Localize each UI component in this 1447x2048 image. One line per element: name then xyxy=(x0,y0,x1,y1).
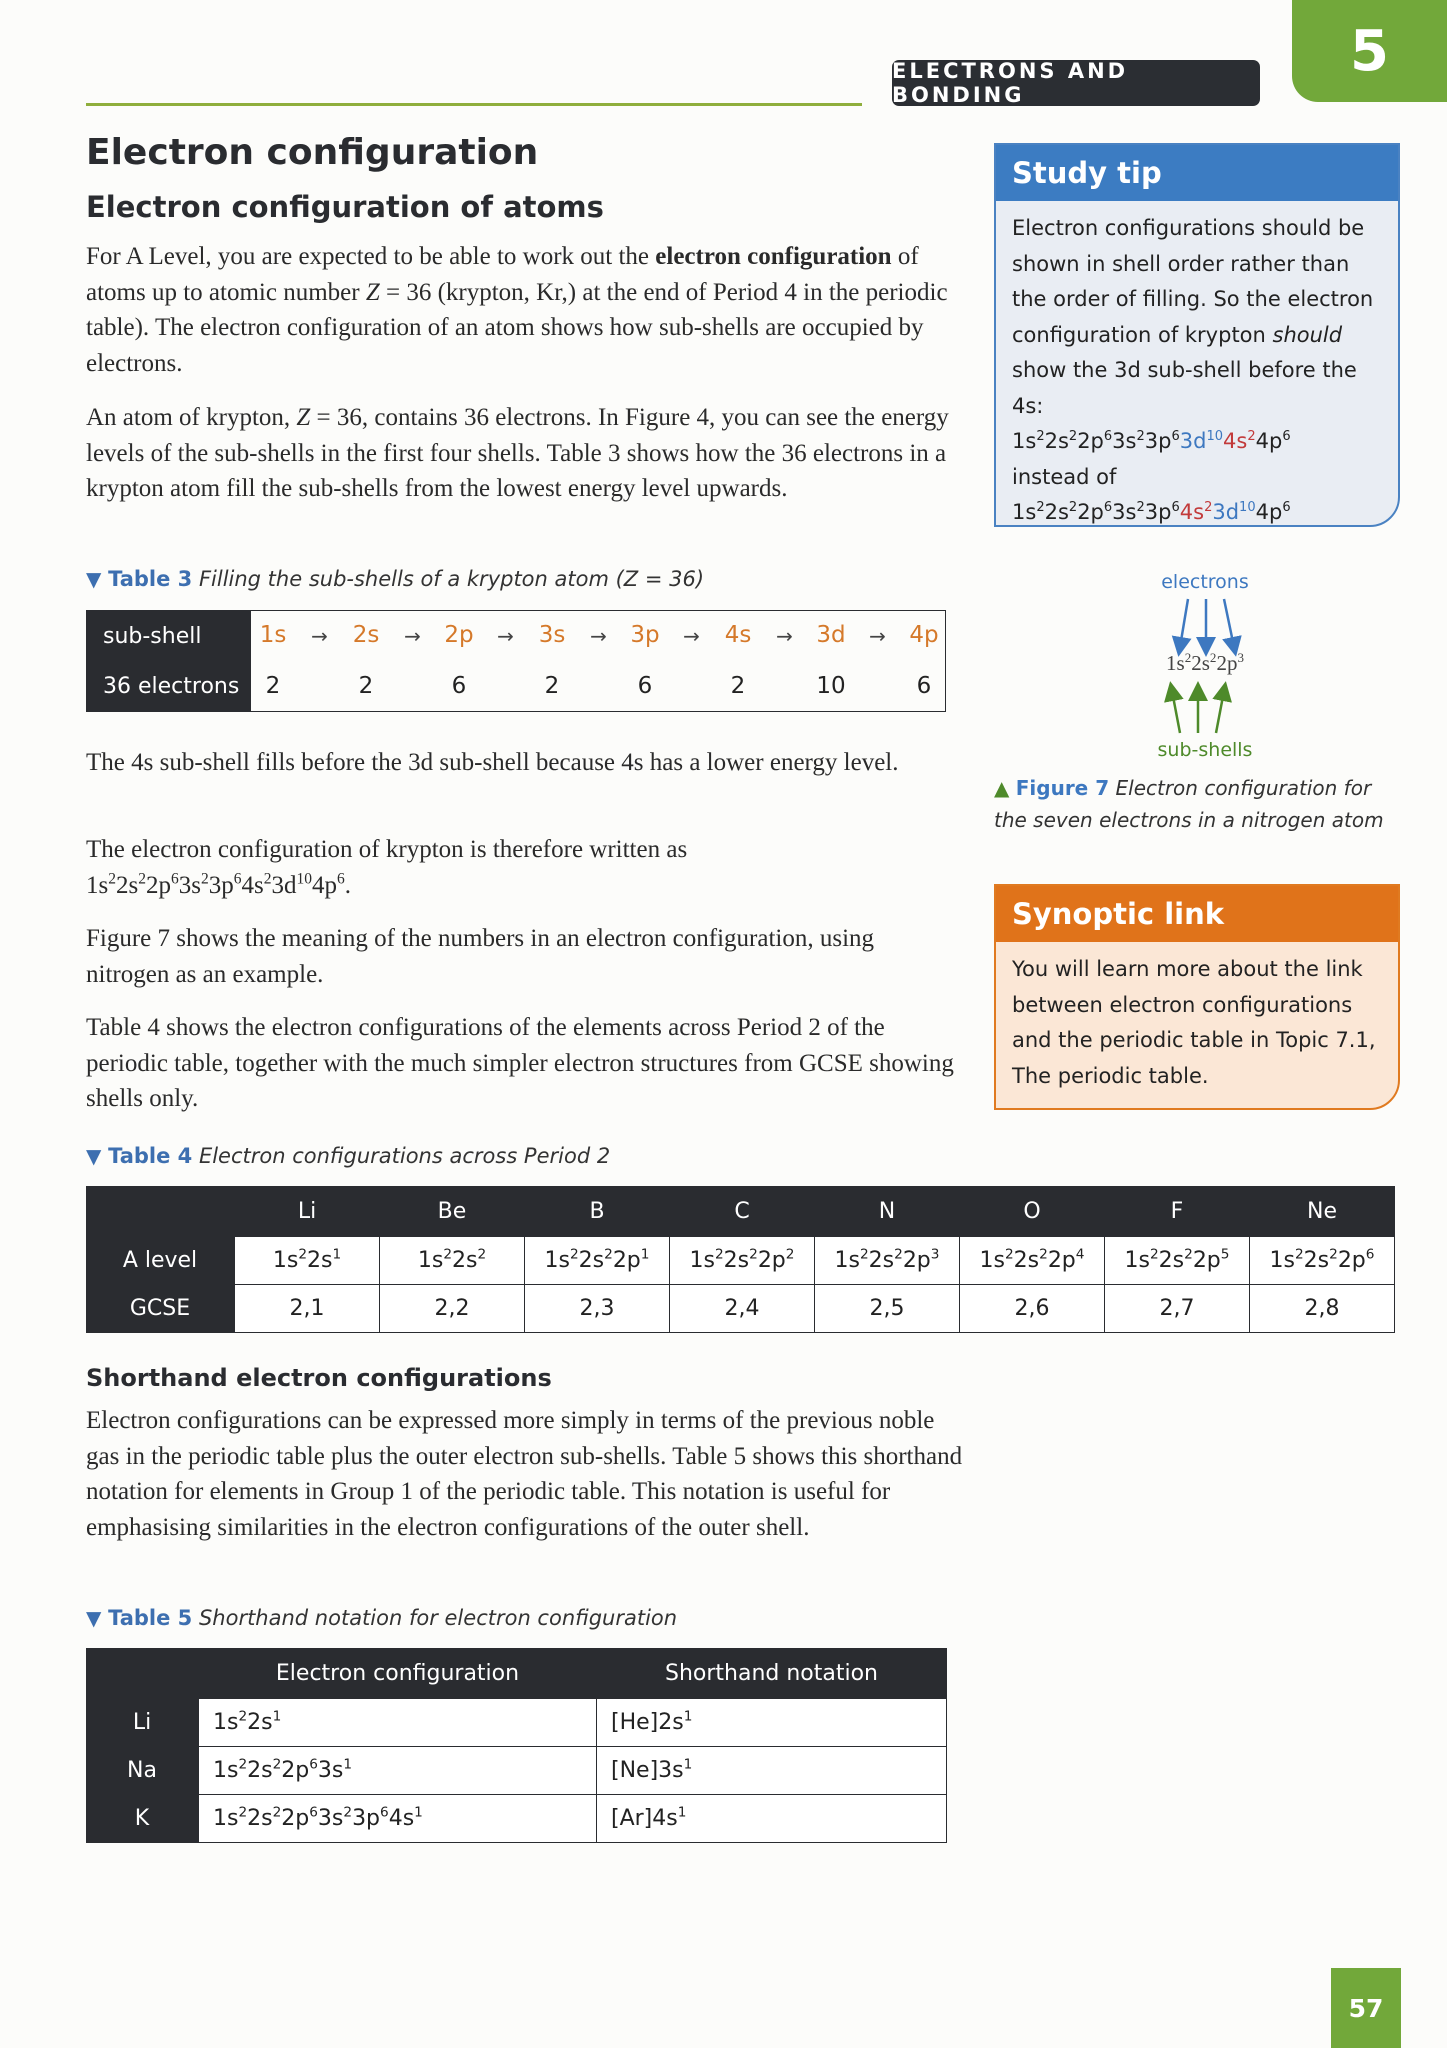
config-term: $1s^2$ xyxy=(417,1246,452,1273)
table5-config-cell xyxy=(199,1699,597,1747)
config-term: $1s^2$ xyxy=(86,870,116,899)
table5-row-header: K xyxy=(86,1795,199,1843)
arrow-right-icon: → xyxy=(404,624,421,648)
table4-col-header: Li xyxy=(235,1186,380,1237)
subshell-arrow xyxy=(1172,691,1180,733)
table4-col-header: Be xyxy=(380,1186,525,1237)
config-term: $2s^2$ xyxy=(1191,650,1217,675)
table5-corner xyxy=(86,1648,199,1699)
krypton-paragraph: An atom of krypton, Z = 36, contains 36 electrons. In Figure 4, you can see the energy levels of the sub-shells in the first four shells. Table 3 shows how the 36 electrons in a krypton atom fill the sub-shells from the lowest energy level upwards. xyxy=(86,404,949,502)
config-term: $3s^2$ xyxy=(317,1804,353,1831)
table3-subshell: 2p xyxy=(444,622,474,648)
table3-subshell: 4s xyxy=(724,622,752,648)
table4-row-header: GCSE xyxy=(86,1285,235,1333)
table4-cell: 2,6 xyxy=(960,1285,1105,1333)
figure7-electrons-label: electrons xyxy=(1161,571,1249,593)
config-term: $2p^1$ xyxy=(612,1246,650,1273)
page-title: Electron configuration xyxy=(86,132,539,173)
config-term: $2s^1$ xyxy=(307,1246,342,1273)
table4-paragraph: Table 4 shows the electron configurations of the elements across Period 2 of the periodic table, together with the much simpler electron structures from GCSE showing shells only. xyxy=(86,1014,954,1112)
table3-electron-count: 2 xyxy=(265,673,281,699)
figure7-config xyxy=(1120,651,1290,676)
config-term: $3d^{10}$ xyxy=(1179,429,1224,453)
config-term: $1s^2$ xyxy=(1012,500,1045,524)
arrow-right-icon: → xyxy=(311,624,328,648)
config-term: $2p^4$ xyxy=(1047,1246,1085,1273)
config-term: $3d^{10}$ xyxy=(271,870,312,899)
config-term: $2s^2$ xyxy=(247,1756,282,1783)
config-term: $2s^2$ xyxy=(452,1246,487,1273)
config-term: $3p^6$ xyxy=(208,870,242,899)
table5-caption: ▼ Table 5 Shorthand notation for electron configuration xyxy=(86,1606,678,1630)
table5-row-header: Na xyxy=(86,1747,199,1795)
table4-col-header: O xyxy=(960,1186,1105,1237)
config-term: $2p^3$ xyxy=(1216,650,1244,675)
config-term: $2s^2$ xyxy=(247,1804,282,1831)
config-term: $3s^2$ xyxy=(1112,429,1145,453)
config-term: $4p^6$ xyxy=(311,870,345,899)
key-term: electron configuration xyxy=(655,243,892,270)
arrow-right-icon: → xyxy=(869,624,886,648)
arrow-right-icon: → xyxy=(776,624,793,648)
config-term: $3d^{10}$ xyxy=(1212,500,1256,524)
table4-row xyxy=(86,1237,1395,1285)
config-term: $2p^6$ xyxy=(281,1756,318,1783)
table5-config-cell xyxy=(199,1747,597,1795)
table3-subshell: 4p xyxy=(909,622,939,648)
config-term: $1s^2$ xyxy=(213,1804,248,1831)
intro-paragraph: For A Level, you are expected to be able to work out the electron configuration of atoms up to atomic number Z = 36 (krypton, Kr,) at the end of Period 4 in the periodic table). The electron configuration of an atom shows how sub-shells are occupied by electrons. xyxy=(86,243,948,377)
krypton-config-paragraph: The electron configuration of krypton is therefore written as $1s^22s^22p^63s^23p^64s^23d^{10}4p^6$. xyxy=(86,836,688,899)
table4-cell xyxy=(380,1237,525,1285)
config-term: $2p^6$ xyxy=(1077,429,1113,453)
table4-col-header: F xyxy=(1105,1186,1250,1237)
table4-cell xyxy=(235,1237,380,1285)
config-term: $1s^2$ xyxy=(272,1246,307,1273)
table5-col-header: Shorthand notation xyxy=(597,1648,947,1699)
table3-electron-count: 10 xyxy=(816,673,846,699)
chapter-number: 5 xyxy=(1292,0,1447,102)
config-term: $2s^2$ xyxy=(1044,429,1078,453)
table5-shorthand-cell xyxy=(597,1795,947,1843)
shorthand-paragraph: Electron configurations can be expressed more simply in terms of the previous noble gas in the periodic table plus the outer electron sub-shells. Table 5 shows this shorthand notation for elements in Group 1 of the periodic table. This notation is useful for emphasising similarities in the electron configurations of the outer shell. xyxy=(86,1407,963,1541)
table3-electron-count: 2 xyxy=(544,673,560,699)
config-term: $3s^2$ xyxy=(178,870,209,899)
paragraph-4s: The 4s sub-shell fills before the 3d sub-shell because 4s has a lower energy level. xyxy=(86,749,899,776)
table3-electron-count: 6 xyxy=(451,673,467,699)
table5-col-header: Electron configuration xyxy=(199,1648,597,1699)
figure7-paragraph: Figure 7 shows the meaning of the numbers in an electron configuration, using nitrogen as an example. xyxy=(86,925,875,988)
config-term: $1s^2$ xyxy=(834,1246,869,1273)
table3-electron-count: 6 xyxy=(916,673,932,699)
study-tip-config-wrong xyxy=(1012,495,1382,527)
table5-row xyxy=(86,1795,947,1843)
table4-col-header: Ne xyxy=(1250,1186,1395,1237)
config-term: $2p^6$ xyxy=(1337,1246,1375,1273)
config-term: $2s^2$ xyxy=(578,1246,613,1273)
table4-col-header: C xyxy=(670,1186,815,1237)
config-term: $[Ne]3s^1$ xyxy=(611,1756,693,1783)
triangle-up-icon: ▲ xyxy=(994,776,1010,800)
config-term: $2p^5$ xyxy=(1192,1246,1230,1273)
config-term: $1s^2$ xyxy=(979,1246,1014,1273)
study-tip-instead: instead of xyxy=(1012,464,1117,489)
config-term: $3s^1$ xyxy=(317,1756,353,1783)
table4-cell xyxy=(815,1237,960,1285)
config-term: $4s^1$ xyxy=(388,1804,423,1831)
table5-row-header: Li xyxy=(86,1699,199,1747)
table5-shorthand-cell xyxy=(597,1747,947,1795)
config-term: $2s^1$ xyxy=(247,1708,282,1735)
config-term: $[He]2s^1$ xyxy=(611,1708,693,1735)
config-term: $2p^2$ xyxy=(757,1246,795,1273)
table5 xyxy=(86,1648,947,1843)
config-term: $1s^2$ xyxy=(1166,650,1192,675)
figure7-diagram xyxy=(1120,565,1290,765)
config-term: $1s^2$ xyxy=(213,1708,248,1735)
config-term: $1s^2$ xyxy=(213,1756,248,1783)
study-tip-text: Electron configurations should be shown in shell order rather than the order of filling. So the electron configuration of krypton should show the 3d sub-shell before the 4s: xyxy=(1012,216,1374,418)
synoptic-link-box xyxy=(994,884,1400,1110)
table3 xyxy=(86,610,946,712)
config-term: $1s^2$ xyxy=(544,1246,579,1273)
table4-cell xyxy=(960,1237,1105,1285)
table4-row xyxy=(86,1285,1395,1333)
arrow-right-icon: → xyxy=(590,624,607,648)
config-term: $2s^2$ xyxy=(115,870,146,899)
table4-col-header: B xyxy=(525,1186,670,1237)
table4-cell xyxy=(1250,1237,1395,1285)
config-term: $2p^6$ xyxy=(145,870,179,899)
table3-electron-count: 6 xyxy=(637,673,653,699)
config-term: $4s^2$ xyxy=(1179,500,1213,524)
study-tip-title: Study tip xyxy=(996,145,1398,201)
config-term: $2s^2$ xyxy=(1044,500,1078,524)
table4-cell xyxy=(1105,1237,1250,1285)
config-term: $[Ar]4s^1$ xyxy=(611,1804,687,1831)
table3-subshell: 3p xyxy=(630,622,660,648)
table4-cell xyxy=(670,1237,815,1285)
table4-cell: 2,8 xyxy=(1250,1285,1395,1333)
table3-row-header-electrons: 36 electrons xyxy=(87,661,251,711)
table4 xyxy=(86,1186,1395,1333)
config-term: $2p^6$ xyxy=(281,1804,318,1831)
config-term: $2s^2$ xyxy=(868,1246,903,1273)
config-term: $2s^2$ xyxy=(723,1246,758,1273)
table5-config-cell xyxy=(199,1795,597,1843)
arrow-right-icon: → xyxy=(497,624,514,648)
table3-electron-count: 2 xyxy=(358,673,374,699)
table4-cell: 2,5 xyxy=(815,1285,960,1333)
table4-cell: 2,4 xyxy=(670,1285,815,1333)
electron-arrow xyxy=(1224,599,1234,647)
table3-subshell: 2s xyxy=(352,622,380,648)
table4-cell: 2,7 xyxy=(1105,1285,1250,1333)
table3-electron-count: 2 xyxy=(730,673,746,699)
shorthand-heading: Shorthand electron configurations xyxy=(86,1364,552,1392)
table4-cell: 2,1 xyxy=(235,1285,380,1333)
synoptic-link-title: Synoptic link xyxy=(996,886,1398,942)
table5-header-row xyxy=(86,1648,947,1699)
config-term: $4s^2$ xyxy=(1223,429,1256,453)
section-heading: Electron configuration of atoms xyxy=(86,190,604,224)
triangle-down-icon: ▼ xyxy=(86,1144,102,1168)
config-term: $1s^2$ xyxy=(1124,1246,1159,1273)
config-term: $3p^6$ xyxy=(352,1804,389,1831)
table3-caption: ▼ Table 3 Filling the sub-shells of a krypton atom (Z = 36) xyxy=(86,567,705,591)
table4-caption: ▼ Table 4 Electron configurations across Period 2 xyxy=(86,1144,611,1168)
config-term: $3p^6$ xyxy=(1144,429,1180,453)
krypton-config xyxy=(86,872,345,899)
table5-row xyxy=(86,1699,947,1747)
synoptic-link-text: You will learn more about the link between electron configurations and the periodic table in Topic 7.1, The periodic table. xyxy=(1012,957,1376,1088)
page-number: 57 xyxy=(1331,1968,1401,2048)
figure7-subshells-label: sub-shells xyxy=(1157,739,1253,761)
triangle-down-icon: ▼ xyxy=(86,567,102,591)
table4-cell xyxy=(525,1237,670,1285)
study-tip-box xyxy=(994,143,1400,527)
config-term: $2p^3$ xyxy=(902,1246,940,1273)
config-term: $3p^6$ xyxy=(1144,500,1180,524)
config-term: $4s^2$ xyxy=(241,870,272,899)
electron-arrow xyxy=(1180,599,1188,647)
table5-shorthand-cell xyxy=(597,1699,947,1747)
config-term: $1s^2$ xyxy=(1012,429,1045,453)
config-term: $3s^2$ xyxy=(1112,500,1145,524)
table4-cell: 2,3 xyxy=(525,1285,670,1333)
table3-subshell: 3s xyxy=(538,622,566,648)
table4-corner xyxy=(86,1186,235,1237)
table4-header-row xyxy=(86,1186,1395,1237)
config-term: $2s^2$ xyxy=(1303,1246,1338,1273)
table4-col-header: N xyxy=(815,1186,960,1237)
table4-cell: 2,2 xyxy=(380,1285,525,1333)
table3-subshell: 1s xyxy=(259,622,287,648)
chapter-title: ELECTRONS AND BONDING xyxy=(892,60,1260,106)
arrow-right-icon: → xyxy=(683,624,700,648)
table3-row-header-subshell: sub-shell xyxy=(87,611,251,661)
table3-subshell: 3d xyxy=(816,622,846,648)
figure7-caption: ▲ Figure 7 Electron configuration for the seven electrons in a nitrogen atom xyxy=(994,776,1384,832)
header-rule xyxy=(86,103,862,106)
config-term: $2p^6$ xyxy=(1077,500,1113,524)
config-term: $2s^2$ xyxy=(1013,1246,1048,1273)
config-term: $4p^6$ xyxy=(1255,429,1291,453)
config-term: $1s^2$ xyxy=(1269,1246,1304,1273)
study-tip-config-correct xyxy=(1012,424,1382,460)
subshell-arrow xyxy=(1216,691,1224,733)
config-term: $4p^6$ xyxy=(1255,500,1291,524)
table4-row-header: A level xyxy=(86,1237,235,1285)
triangle-down-icon: ▼ xyxy=(86,1606,102,1630)
config-term: $2s^2$ xyxy=(1158,1246,1193,1273)
config-term: $1s^2$ xyxy=(689,1246,724,1273)
table5-row xyxy=(86,1747,947,1795)
